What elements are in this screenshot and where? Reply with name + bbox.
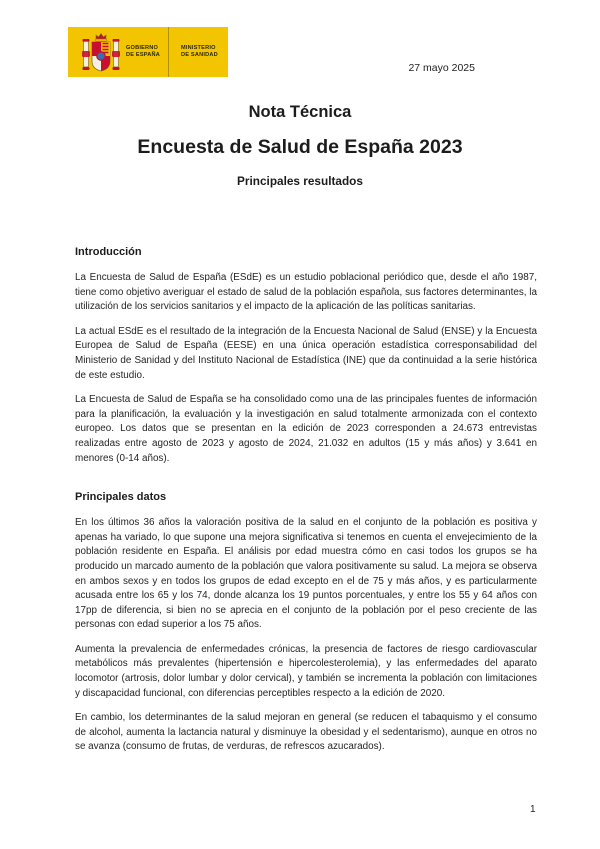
main-title: Encuesta de Salud de España 2023 [137,136,463,158]
page-number: 1 [530,804,536,815]
doc-type-title: Nota Técnica [248,103,352,121]
logo-department-line1: GOBIERNO [126,45,159,52]
document-date: 27 mayo 2025 [408,62,475,74]
paragraph: Aumenta la prevalencia de enfermedades crónicas, la presencia de factores de riesgo cardiovascular metabólicos más prevalentes (hipertensión e hipercolesterolemia), y las enfermedades del aparato locomotor (artrosis, dolor lumbar y dolor cervical), y también se incrementa la población con limitaciones y discapacidad funcional, con diferencias perceptibles respecto a la edición de 2020. [75,643,537,699]
section-heading-principales-datos: Principales datos [75,491,167,504]
logo-ministry-block [169,27,218,77]
paragraph: La actual ESdE es el resultado de la integración de la Encuesta Nacional de Salud (ENSE) y la Encuesta Europea de Salud de España (EESE) en una única operación estadística corresponsabilidad del Ministerio de Sanidad y del Instituto Nacional de Estadística (INE) que da continuidad a la serie histórica de este estudio. [75,325,537,381]
logo-ministry-line1: MINISTERIO [181,45,216,52]
spain-coat-of-arms-icon [81,31,121,73]
gobierno-espana-logo [68,27,228,77]
paragraph: En cambio, los determinantes de la salud mejoran en general (se reducen el tabaquismo y el consumo de alcohol, aumenta la lactancia natural y disminuye la obesidad y el sedentarismo), aunque en otros no se avanza (consumo de frutas, de verduras, de refrescos azucarados). [75,712,537,753]
section-heading-introduccion: Introducción [75,246,142,258]
logo-left-block [68,27,168,77]
paragraph: La Encuesta de Salud de España se ha consolidado como una de las principales fuentes de información para la planificación, la evaluación y la investigación en salud totalmente armonizada con el contexto europeo. Los datos que se presentan en la edición de 2023 corresponden a 24.673 entrevistas realizadas entre agosto de 2023 y agosto de 2024, 21.032 en adultos (15 y más años) y 3.641 en menores (0-14 años). [75,394,537,464]
logo-department-label [126,45,160,58]
title-block [0,103,600,188]
subtitle: Principales resultados [237,174,363,188]
document-body [75,246,537,765]
logo-department-line2: DE ESPAÑA [126,52,161,58]
logo-ministry-label [181,45,218,58]
paragraph: La Encuesta de Salud de España (ESdE) es un estudio poblacional periódico que, desde el año 1987, tiene como objetivo averiguar el estado de salud de la población española, sus factores determinantes, la utilización de los servicios sanitarios y el impacto de la aplicación de las políticas sanitarias. [75,272,537,313]
logo-ministry-line2: DE SANIDAD [181,52,218,58]
paragraph: En los últimos 36 años la valoración positiva de la salud en el conjunto de la población es positiva y apenas ha variado, lo que supone una mejora significativa si tenemos en cuenta el envejecimiento de la población residente en España. El análisis por edad muestra cómo en casi todos los grupos se ha producido un marcado aumento de la población que valora positivamente su salud. La mejora se observa en ambos sexos y en todos los grupos de edad excepto en el de 75 y más años, y es particularmente acusada entre los 65 y los 74, donde alcanza los 19 puntos porcentuales, y entre los 55 y 64 años con 17pp de diferencia, si bien no se aprecia en el conjunto de la población por el peso creciente de las personas con edad superior a los 75 años. [75,517,537,631]
